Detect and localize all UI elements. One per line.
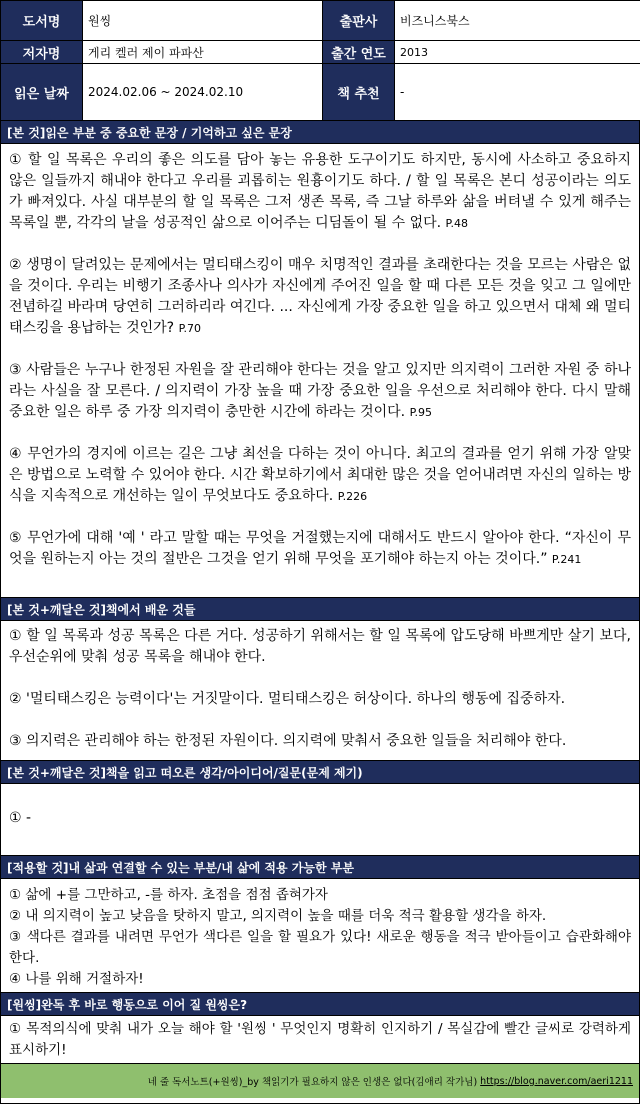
quotes-section <box>1 121 639 598</box>
apply-header: [적용할 것]내 삶과 연결할 수 있는 부분/내 삶에 적용 가능한 부분 <box>1 856 639 879</box>
apply-body <box>1 879 639 993</box>
learned-item: ① 할 일 목록과 성공 목록은 다른 거다. 성공하기 위해서는 할 일 목록에 압도당해 바쁘게만 살기 보다, 우선순위에 맞춰 성공 목록을 해내야 한다. <box>9 628 631 665</box>
quotes-body <box>1 144 639 598</box>
action-section <box>1 993 639 1064</box>
footer <box>1 1064 639 1098</box>
quote-item: ② 생명이 달려있는 문제에서는 멀티태스킹이 매우 치명적인 결과를 초래한다는 것을 모르는 사람은 없을 것이다. 우리는 비행기 조종사나 의사가 자신에게 주어진 일을 할 때 다른 모든 것을 잊고 그 일에만 전념하길 바라며 당연히 그러하리라 여긴다. ... 자신에게 가장 중요한 일을 하고 있으면서 대체 왜 멀티태스킹을 용납하는 것인가? P.70 <box>9 257 631 336</box>
date-label: 읽은 날짜 <box>1 64 83 121</box>
apply-item: ② 내 의지력이 높고 낮음을 탓하지 말고, 의지력이 높을 때를 더욱 적극 활용할 생각을 하자. <box>9 908 547 924</box>
publisher-value: 비즈니스북스 <box>395 1 640 41</box>
title-value: 원씽 <box>83 1 323 41</box>
idea-item: ① - <box>9 810 32 826</box>
page-ref: P.95 <box>409 406 432 419</box>
action-body <box>1 1016 639 1064</box>
page-ref: P.241 <box>551 553 582 566</box>
quote-item: ④ 무언가의 경지에 이르는 길은 그냥 최선을 다하는 것이 아니다. 최고의 결과를 얻기 위해 가장 알맞은 방법으로 노력할 수 있어야 한다. 시간 확보하기에서 최대한 많은 것을 얻어내려면 자신의 일하는 방식을 지속적으로 개선하는 일이 무엇보다도 중요하다. P.226 <box>9 446 631 504</box>
learned-body <box>1 621 639 761</box>
ideas-section <box>1 761 639 856</box>
ideas-body <box>1 784 639 856</box>
quote-item: ⑤ 무언가에 대해 '예 ' 라고 말할 때는 무엇을 거절했는지에 대해서도 반드시 알아야 한다. “자신이 무엇을 원하는지 아는 것의 절반은 그것을 얻기 위해 무엇을 포기해야 하는지 아는 것이다.” P.241 <box>9 530 631 567</box>
quote-item: ① 할 일 목록은 우리의 좋은 의도를 담아 놓는 유용한 도구이기도 하지만, 동시에 사소하고 중요하지 않은 일들까지 해내야 한다고 우리를 괴롭히는 원흉이기도 하다. / 할 일 목록은 본디 성공이라는 의도가 빠져있다. 사실 대부분의 할 일 목록은 그저 생존 목록, 즉 그날 하루와 삶을 버텨낼 수 있게 해주는 목록일 뿐, 각각의 날을 성공적인 삶으로 이어주는 디딤돌이 될 수 없다. P.48 <box>9 152 631 231</box>
year-label: 출간 연도 <box>323 41 395 64</box>
action-item: ① 목적의식에 맞춰 내가 오늘 해야 할 '원씽 ' 무엇인지 명확히 인지하기 / 목실감에 빨간 글씨로 강력하게 표시하기! <box>9 1021 631 1058</box>
apply-item: ③ 색다른 결과를 내려면 무언가 색다른 일을 할 필요가 있다! 새로운 행동을 적극 받아들이고 습관화해야 한다. <box>9 929 631 966</box>
author-value: 게리 켈러 제이 파파산 <box>83 41 323 64</box>
page-ref: P.226 <box>337 490 368 503</box>
learned-section <box>1 598 639 761</box>
quotes-header: [본 것]읽은 부분 중 중요한 문장 / 기억하고 싶은 문장 <box>1 121 639 144</box>
blog-link[interactable]: https://blog.naver.com/aeri1211 <box>480 1075 633 1087</box>
recommend-value: - <box>395 64 640 121</box>
page-ref: P.70 <box>178 322 201 335</box>
author-label: 저자명 <box>1 41 83 64</box>
apply-item: ① 삶에 +를 그만하고, -를 하자. 초점을 점점 좁혀가자 <box>9 887 328 903</box>
publisher-label: 출판사 <box>323 1 395 41</box>
learned-item: ② '멀티태스킹은 능력이다'는 거짓말이다. 멀티태스킹은 허상이다. 하나의 행동에 집중하자. <box>9 691 566 707</box>
apply-item: ④ 나를 위해 거절하자! <box>9 971 144 987</box>
book-info-table <box>1 1 639 121</box>
learned-header: [본 것+깨달은 것]책에서 배운 것들 <box>1 598 639 621</box>
year-value: 2013 <box>395 41 640 64</box>
ideas-header: [본 것+깨달은 것]책을 읽고 떠오른 생각/아이디어/질문(문제 제기) <box>1 761 639 784</box>
learned-item: ③ 의지력은 관리해야 하는 한정된 자원이다. 의지력에 맞춰서 중요한 일들을 처리해야 한다. <box>9 733 567 749</box>
action-header: [원씽]완독 후 바로 행동으로 이어 질 원씽은? <box>1 993 639 1016</box>
page-ref: P.48 <box>445 217 468 230</box>
date-value: 2024.02.06 ~ 2024.02.10 <box>83 64 323 121</box>
quote-item: ③ 사람들은 누구나 한정된 자원을 잘 관리해야 한다는 것을 알고 있지만 의지력이 그러한 자원 중 하나라는 사실을 잘 모른다. / 의지력이 가장 높을 때 가장 중요한 일을 우선으로 처리해야 한다. 다시 말해 중요한 일은 하루 중 가장 의지력이 충만한 시간에 하라는 것이다. P.95 <box>9 362 631 420</box>
title-label: 도서명 <box>1 1 83 41</box>
apply-section <box>1 856 639 993</box>
footer-text: 네 줄 독서노트(+원씽)_by 책읽기가 필요하지 않은 인생은 없다(김애리 작가님) <box>147 1077 478 1088</box>
recommend-label: 책 추천 <box>323 64 395 121</box>
